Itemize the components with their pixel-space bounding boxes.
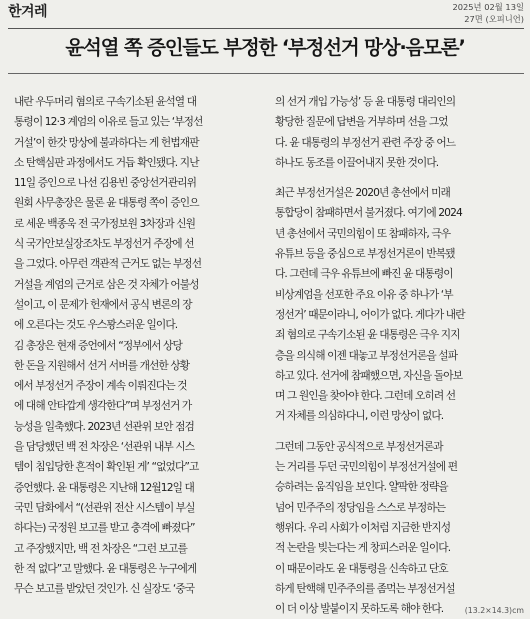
text-line: 행위다. 우리 사회가 이처럼 지금한 반지성: [275, 520, 451, 534]
text-line: 거 자체를 의심하다니, 이런 망상이 없다.: [275, 409, 444, 423]
text-line: 통령이 12·3 계엄의 이유로 들고 있는 ‘부정선: [14, 115, 203, 129]
text-line: 년 총선에서 국민의힘이 또 참패하자, 극우: [275, 226, 451, 240]
text-line: 비상계엄을 선포한 주요 이유 중 하나가 ‘부: [275, 287, 453, 301]
text-line: 유튜브 등을 중심으로 부정선거론이 반복됐: [275, 247, 455, 261]
paragraph-gap: [275, 427, 525, 437]
text-line: 로 세운 백종욱 전 국가정보원 3차장과 신원: [14, 216, 196, 230]
text-line: 죄 혐의로 구속기소된 윤 대통령은 극우 지지: [275, 328, 460, 342]
text-line: 이 때문이라도 윤 대통령을 신속하고 단호: [275, 561, 448, 575]
body-column-left: [14, 92, 264, 599]
text-line: 넘어 민주주의 정당임을 스스로 부정하는: [275, 500, 446, 514]
text-line: 거설을 계엄의 근거로 삼은 것 자체가 어불성: [14, 277, 199, 291]
text-line: 한 적 없다”고 말했다. 윤 대통령은 누구에게: [14, 561, 197, 575]
text-line: 고 주장했지만, 백 전 차장은 “그런 보고를: [14, 541, 187, 555]
text-line: 승하려는 움직임을 보인다. 얄팍한 정략을: [275, 480, 448, 494]
text-line: 최근 부정선거설은 2020년 총선에서 미래: [275, 186, 450, 200]
text-line: 국민 담화에서 “(선관위 전산 시스템이 부실: [14, 500, 195, 514]
text-line: 하나도 동조를 이끌어내지 못한 것이다.: [275, 155, 439, 169]
article-size-note: (13.2×14.3)cm: [464, 606, 524, 615]
text-line: 소 탄핵심판 과정에서도 거듭 확인됐다. 지난: [14, 155, 199, 169]
text-line: 을 담당했던 백 전 차장은 ‘선관위 내부 시스: [14, 440, 195, 454]
body-column-right: [275, 92, 525, 619]
issue-page: 27면 (오피니언): [464, 14, 524, 24]
text-line: 그런데 그동안 공식적으로 부정선거론과: [275, 439, 443, 453]
text-line: 증언했다. 윤 대통령은 지난해 12월12일 대: [14, 480, 194, 494]
text-line: 다. 그런데 극우 유튜브에 빠진 윤 대통령이: [275, 267, 453, 281]
issue-meta: [452, 1, 524, 25]
text-line: 식 국가안보실장조차도 부정선거 주장에 선: [14, 237, 194, 251]
text-line: 황당한 질문에 답변을 거부하며 선을 그었: [275, 115, 448, 129]
text-line: 원회 사무총장은 물론 윤 대통령 쪽이 증인으: [14, 196, 199, 210]
text-line: 템이 침입당한 흔적이 확인된 게’ “없었다”고: [14, 460, 199, 474]
text-line: 무슨 보고를 받았던 것인가. 신 실장도 ‘중국: [14, 582, 195, 596]
text-line: 김 총장은 현재 증언에서 “정부에서 상당: [14, 338, 182, 352]
text-line: 층을 의식해 이젠 대놓고 부정선거론을 설파: [275, 348, 458, 362]
text-line: 며 그 원인을 찾아야 한다. 그런데 오히려 선: [275, 389, 456, 403]
text-line: 능성을 일축했다. 2023년 선관위 보안 점검: [14, 419, 194, 433]
issue-date: 2025년 02월 13일: [452, 2, 524, 12]
text-line: 하게 탄핵해 민주주의를 좀먹는 부정선거설: [275, 581, 455, 595]
top-divider: [8, 28, 524, 29]
headline-divider: [8, 73, 524, 74]
text-line: 다. 윤 대통령의 부정선거 관련 주장 중 어느: [275, 135, 456, 149]
text-line: 하다는) 국정원 보고를 받고 충격에 빠졌다”: [14, 521, 195, 535]
text-line: 11일 증인으로 나선 김용빈 중앙선거관리위: [14, 176, 197, 190]
text-line: 적 논란을 빚는다는 게 창피스러운 일이다.: [275, 541, 451, 555]
text-line: 거설’이 한갓 망상에 불과하다는 게 헌법재판: [14, 135, 199, 149]
text-line: 이 더 이상 발붙이지 못하도록 해야 한다.: [275, 602, 444, 616]
text-line: 통합당이 참패하면서 불거졌다. 여기에 2024: [275, 206, 462, 220]
text-line: 의 선거 개입 가능성’ 등 윤 대통령 대리인의: [275, 95, 456, 108]
text-line: 하고 있다. 선거에 참패했으면, 자신을 돌아보: [275, 368, 463, 382]
text-line: 에 대해 안타깝게 생각한다”며 부정선거 가: [14, 399, 192, 413]
text-line: 한 돈을 지원해서 선거 서버를 개선한 상황: [14, 358, 190, 372]
paragraph-gap: [275, 173, 525, 183]
text-line: 내란 우두머리 혐의로 구속기소된 윤석열 대: [14, 95, 197, 108]
text-line: 을 그었다. 아무런 객관적 근거도 없는 부정선: [14, 257, 202, 271]
newspaper-logo: 한겨레: [8, 4, 48, 20]
text-line: 는 거리를 두던 국민의힘이 부정선거설에 편: [275, 460, 458, 474]
editorial-headline: 윤석열 쪽 증인들도 부정한 ‘부정선거 망상·음모론’: [65, 36, 465, 59]
text-line: 정선거’ 때문이라니, 어이가 없다. 게다가 내란: [275, 307, 465, 321]
text-line: 에 오른다는 것도 우스꽝스러운 일이다.: [14, 318, 178, 332]
text-line: 설이고, 이 문제가 헌재에서 공식 변론의 장: [14, 297, 192, 311]
text-line: 에서 부정선거 주장이 계속 이뤄진다는 것: [14, 379, 187, 393]
